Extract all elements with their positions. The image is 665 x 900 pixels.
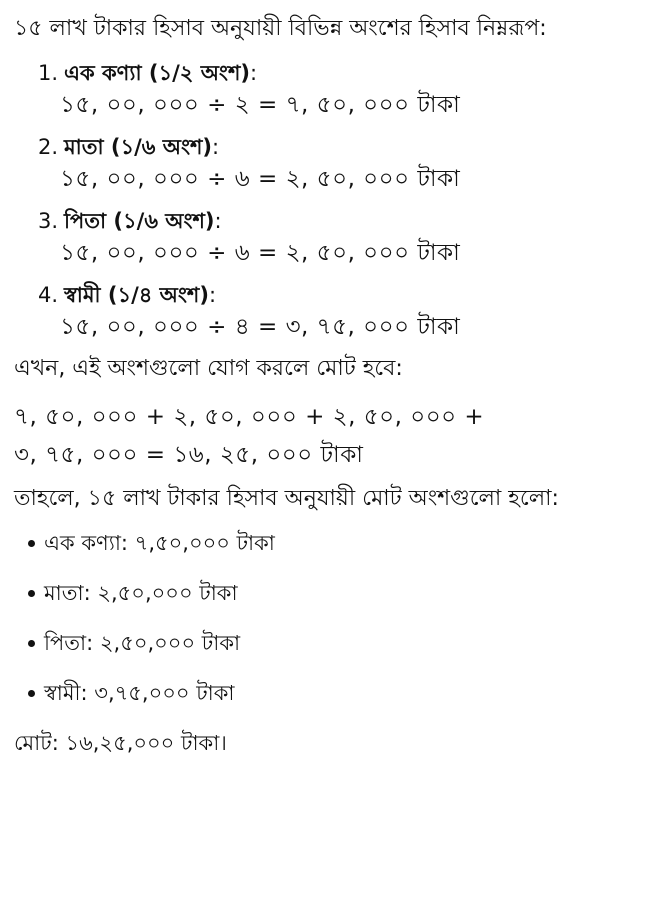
summary-text: পিতা: ২,৫০,০০০ টাকা [44, 631, 241, 655]
share-list [14, 58, 651, 344]
summary-intro-text: তাহলে, ১৫ লাখ টাকার হিসাব অনুযায়ী মোট অংশগুলো হলো: [14, 486, 559, 511]
bullet-icon [28, 540, 35, 547]
sum-line-1: ৭, ৫০, ০০০ + ২, ৫০, ০০০ + ২, ৫০, ০০০ + [14, 404, 485, 430]
sum-equation [14, 398, 651, 474]
share-heading [14, 58, 651, 88]
summary-item [14, 628, 651, 658]
summary-list [14, 528, 651, 708]
share-number: 3. [38, 209, 59, 233]
share-calculation: ১৫, ০০, ০০০ ÷ ৬ = ২, ৫০, ০০০ টাকা [60, 166, 461, 192]
share-number: 2. [38, 135, 59, 159]
share-heading [14, 206, 651, 236]
share-name: মাতা (১/৬ অংশ) [64, 135, 213, 159]
summary-item [14, 528, 651, 558]
sum-intro-text: এখন, এই অংশগুলো যোগ করলে মোট হবে: [14, 356, 403, 381]
sum-line-2: ৩, ৭৫, ০০০ = ১৬, ২৫, ০০০ টাকা [14, 442, 364, 468]
summary-item [14, 678, 651, 708]
total-text: মোট: ১৬,২৫,০০০ টাকা। [14, 731, 227, 755]
bullet-icon [28, 690, 35, 697]
share-heading [14, 132, 651, 162]
share-calculation: ১৫, ০০, ০০০ ÷ ২ = ৭, ৫০, ০০০ টাকা [60, 92, 461, 118]
share-heading [14, 280, 651, 310]
share-calculation: ১৫, ০০, ০০০ ÷ ৪ = ৩, ৭৫, ০০০ টাকা [60, 314, 461, 340]
bullet-icon [28, 640, 35, 647]
share-suffix: : [214, 209, 222, 233]
share-suffix: : [249, 61, 258, 85]
share-name: স্বামী (১/৪ অংশ) [64, 283, 209, 307]
summary-text: এক কণ্যা: ৭,৫০,০০০ টাকা [44, 531, 275, 555]
summary-item [14, 578, 651, 608]
share-number: 1. [38, 61, 59, 85]
share-number: 4. [38, 283, 59, 307]
share-suffix: : [208, 283, 217, 307]
share-item [14, 132, 651, 196]
share-item [14, 280, 651, 344]
summary-text: স্বামী: ৩,৭৫,০০০ টাকা [44, 681, 235, 705]
share-name: এক কণ্যা (১/২ অংশ) [64, 61, 250, 85]
share-item [14, 58, 651, 122]
share-item [14, 206, 651, 270]
intro-text: ১৫ লাখ টাকার হিসাব অনুযায়ী বিভিন্ন অংশের হিসাব নিম্নরূপ: [14, 16, 547, 41]
bullet-icon [28, 590, 35, 597]
share-calculation: ১৫, ০০, ০০০ ÷ ৬ = ২, ৫০, ০০০ টাকা [60, 240, 461, 266]
share-suffix: : [212, 135, 220, 159]
share-name: পিতা (১/৬ অংশ) [64, 209, 215, 233]
summary-text: মাতা: ২,৫০,০০০ টাকা [44, 581, 238, 605]
